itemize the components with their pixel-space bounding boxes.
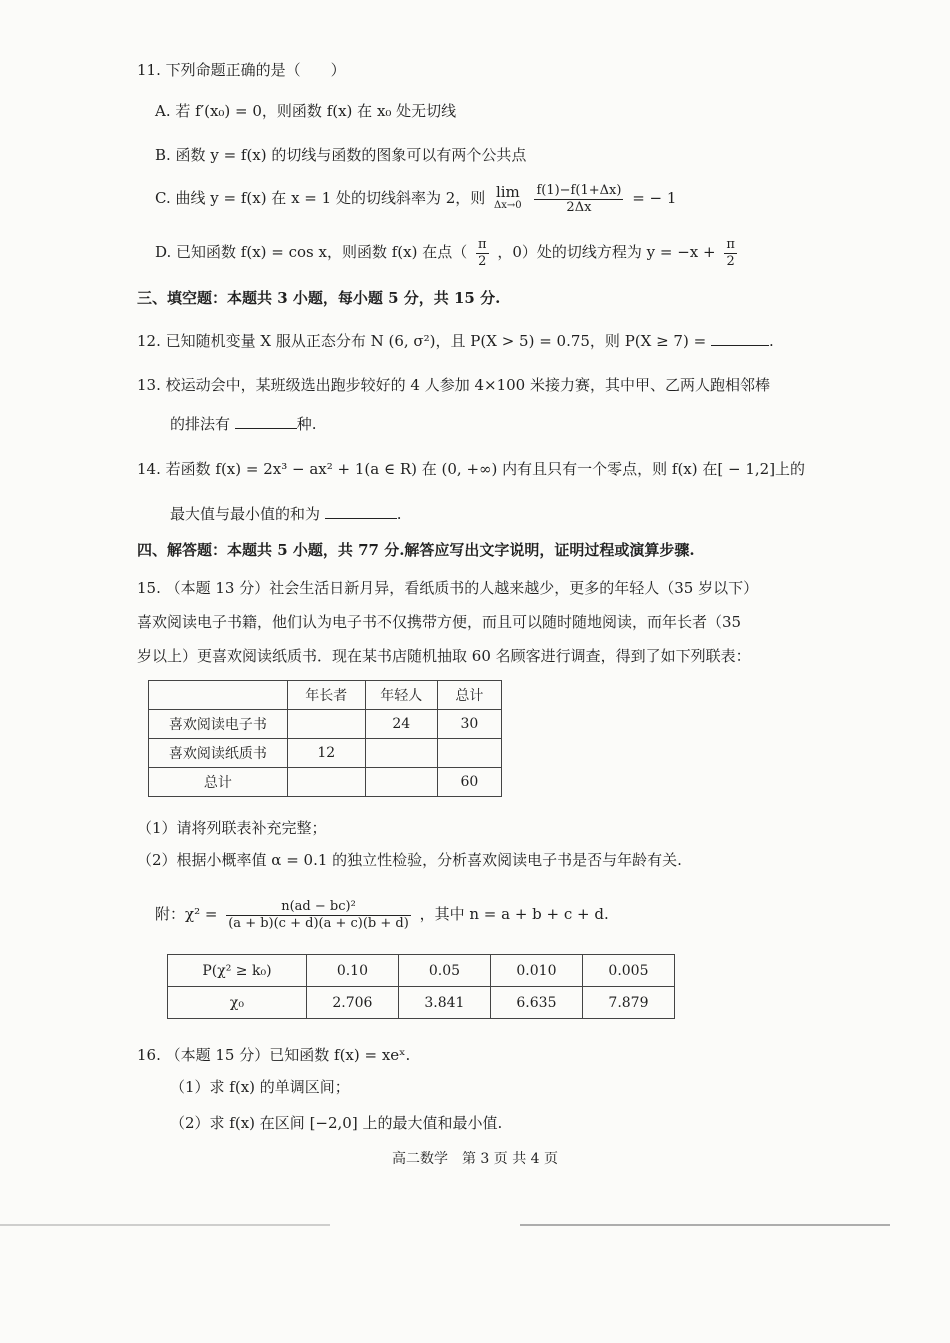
page-footer: 高二数学 第 3 页 共 4 页 [391,1151,559,1167]
table-header: 年长者 [287,681,365,710]
q11-option-d [155,234,741,270]
table-row-label: 喜欢阅读纸质书 [149,739,288,768]
fraction-denominator: 2 [726,253,735,269]
scan-artifact-line [0,1224,330,1226]
q14-answer-blank[interactable] [325,504,397,519]
fraction-denominator: (a + b)(c + d)(a + c)(b + d) [228,915,409,931]
q11-option-a: A. 若 f′(x₀) = 0，则函数 f(x) 在 x₀ 处无切线 [155,102,457,120]
q13-line2 [170,414,317,434]
q14-period: . [396,505,402,523]
q11-c-result: = − 1 [632,189,677,207]
table-cell: 2.706 [306,987,398,1019]
table-row-label: χ₀ [168,987,307,1019]
table-row [149,681,502,710]
q13-line1: 13. 校运动会中，某班级选出跑步较好的 4 人参加 4×100 米接力赛，其中甲、乙两人跑相邻棒 [137,376,770,394]
table-row-label: P(χ² ≥ k₀) [168,955,307,987]
fraction-denominator: 2 [478,253,487,269]
q12-answer-blank[interactable] [711,331,769,346]
q11-d-text: D. 已知函数 f(x) = cos x，则函数 f(x) 在点（ [155,243,468,261]
table-row [149,710,502,739]
lim-subscript: Δx→0 [494,200,522,211]
table-header: 总计 [437,681,501,710]
table-cell [365,768,437,797]
fraction-numerator: f(1)−f(1+Δx) [536,182,622,198]
table-cell: 3.841 [398,987,490,1019]
table-cell: 60 [437,768,501,797]
q11-option-c [155,180,676,216]
q14-line2 [170,504,402,524]
section-3-heading: 三、填空题：本题共 3 小题，每小题 5 分，共 15 分. [137,289,501,307]
q15-part2: （2）根据小概率值 α = 0.1 的独立性检验，分析喜欢阅读电子书是否与年龄有关. [137,851,682,869]
q12-period: . [768,332,774,350]
q15-line1: 15. （本题 13 分）社会生活日新月异，看纸质书的人越来越少，更多的年轻人（35 岁以下） [137,579,759,597]
fraction-numerator: n(ad − bc)² [226,899,411,916]
q16-part2: （2）求 f(x) 在区间 [−2,0] 上的最大值和最小值. [170,1114,503,1132]
q11-d-text-mid: ，0）处的切线方程为 y = −x + [497,243,716,261]
table-cell: 0.05 [398,955,490,987]
table-row [149,768,502,797]
table-cell: 24 [365,710,437,739]
table-header: 年轻人 [365,681,437,710]
q16-stem: 16. （本题 15 分）已知函数 f(x) = xeˣ. [137,1046,411,1064]
table-row-label: 总计 [149,768,288,797]
q12 [137,331,774,351]
table-cell: 12 [287,739,365,768]
q11-c-text: C. 曲线 y = f(x) 在 x = 1 处的切线斜率为 2，则 [155,189,486,207]
contingency-table [148,680,502,797]
q11-d-fraction-2 [724,237,737,270]
q15-part1: （1）请将列联表补充完整； [137,819,327,837]
chi-square-formula [155,894,609,934]
q11-stem: 11. 下列命题正确的是（ ） [137,61,346,79]
fraction-denominator: 2Δx [566,199,592,215]
table-cell: 0.010 [490,955,582,987]
table-cell [287,710,365,739]
q11-option-b: B. 函数 y = f(x) 的切线与函数的图象可以有两个公共点 [155,146,527,164]
table-cell: 0.005 [582,955,674,987]
critical-value-table [167,954,675,1019]
table-cell [287,768,365,797]
table-row [168,987,675,1019]
q13-answer-blank[interactable] [235,414,297,429]
section-4-heading: 四、解答题：本题共 5 小题，共 77 分.解答应写出文字说明，证明过程或演算步骤. [137,541,695,559]
q15-line3: 岁以上）更喜欢阅读纸质书．现在某书店随机抽取 60 名顾客进行调查，得到了如下列联表： [137,647,751,665]
table-cell: 0.10 [306,955,398,987]
formula-fraction [226,899,411,932]
q11-d-fraction [476,237,489,270]
fraction-numerator: π [726,236,735,252]
formula-note: ，其中 n = a + b + c + d. [419,905,609,923]
fraction-numerator: π [478,236,487,252]
q14-text: 最大值与最小值的和为 [170,505,321,523]
q14-line1: 14. 若函数 f(x) = 2x³ − ax² + 1(a ∈ R) 在 (0, +∞) 内有且只有一个零点，则 f(x) 在[ − 1,2]上的 [137,460,806,478]
q11-c-fraction [534,183,623,216]
lim-label: lim [495,183,520,201]
limit-symbol [494,185,522,213]
table-cell [149,681,288,710]
table-row-label: 喜欢阅读电子书 [149,710,288,739]
q12-text: 12. 已知随机变量 X 服从正态分布 N (6, σ²)，且 P(X > 5) = 0.75，则 P(X ≥ 7) = [137,332,707,350]
q13-text: 的排法有 [170,415,231,433]
table-cell [365,739,437,768]
table-cell: 7.879 [582,987,674,1019]
q16-part1: （1）求 f(x) 的单调区间； [170,1078,350,1096]
formula-label: 附：χ² = [155,905,218,923]
scan-artifact-line [520,1224,890,1226]
table-cell [437,739,501,768]
table-cell: 30 [437,710,501,739]
table-row [149,739,502,768]
table-cell: 6.635 [490,987,582,1019]
q15-line2: 喜欢阅读电子书籍，他们认为电子书不仅携带方便，而且可以随时随地阅读，而年长者（35 [137,613,742,631]
q13-unit: 种. [296,415,317,433]
table-row [168,955,675,987]
